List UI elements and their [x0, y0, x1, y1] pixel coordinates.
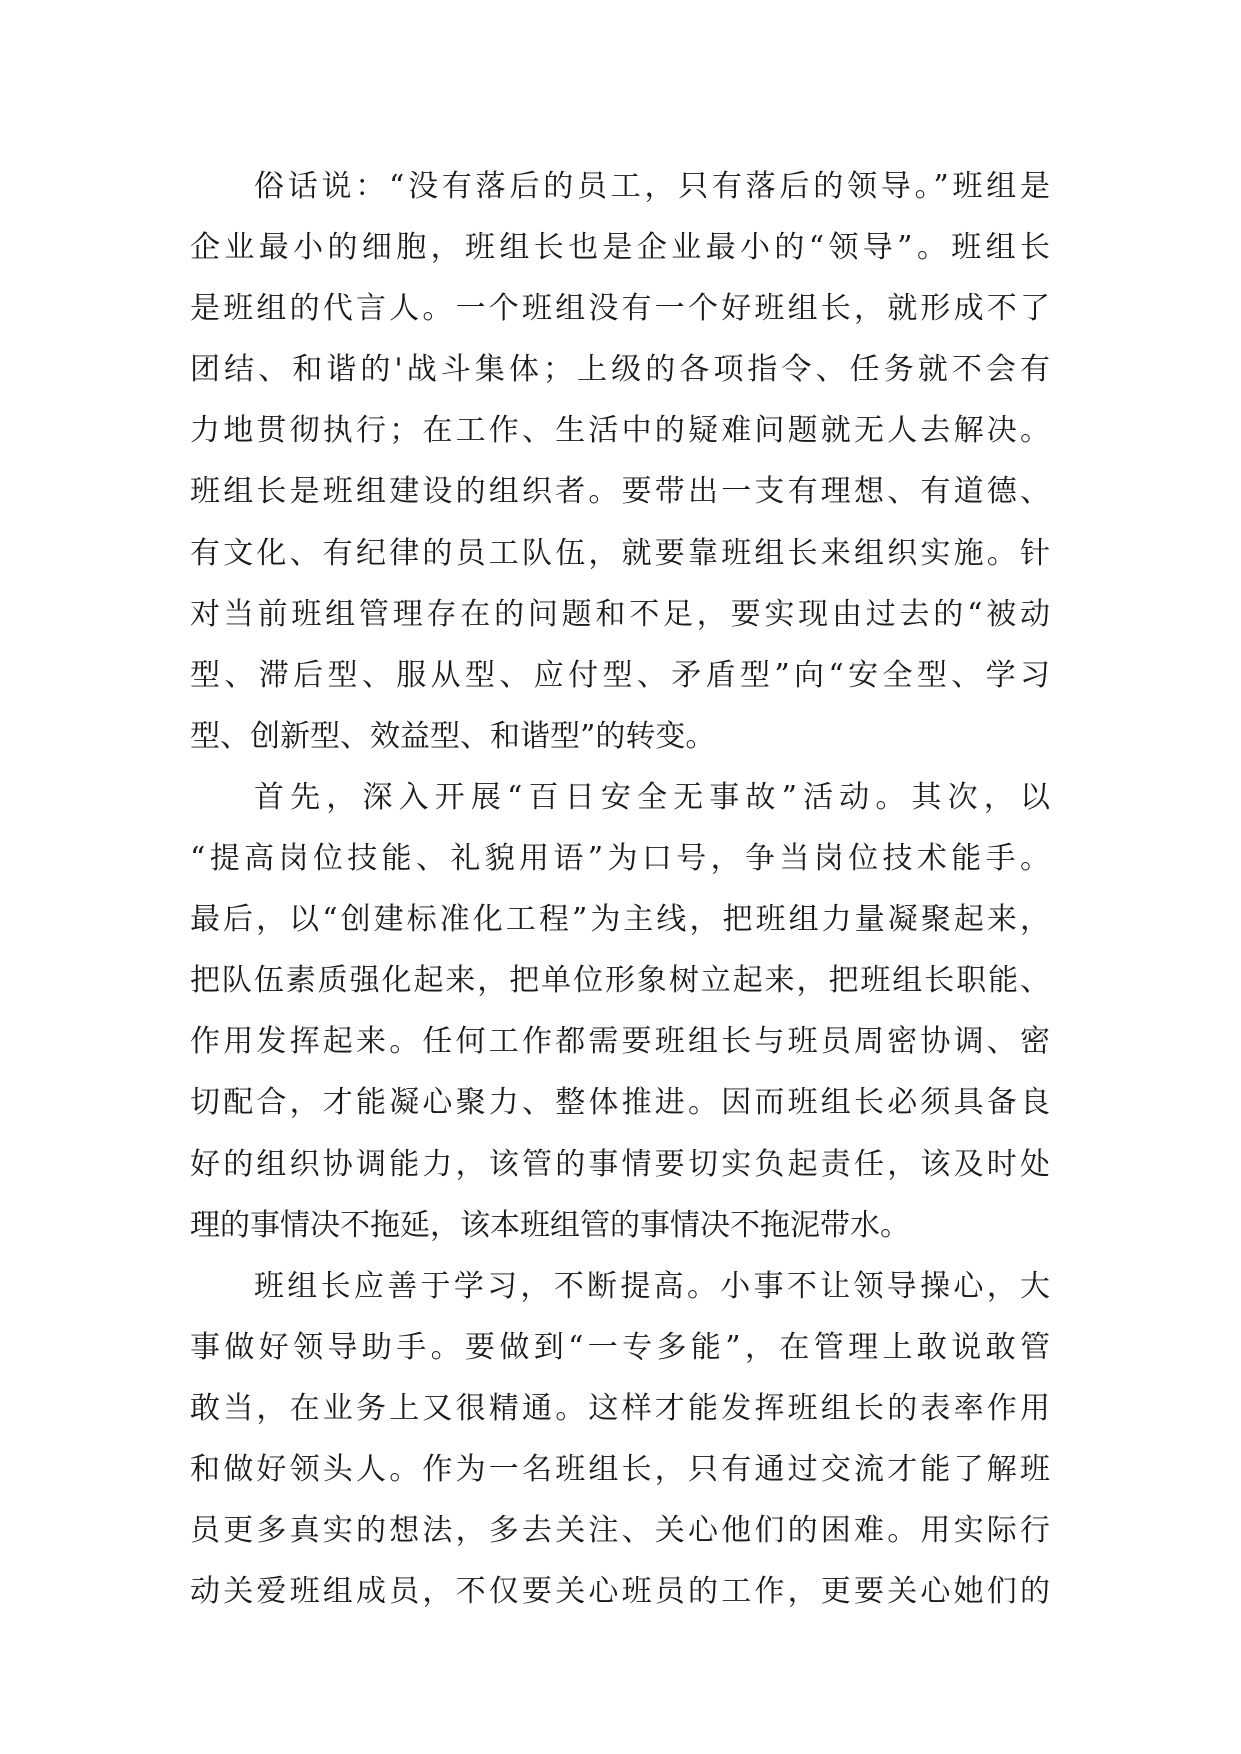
text-line: 班组长应善于学习，不断提高。小事不让领导操心，大	[254, 1268, 1050, 1304]
paragraph-1	[190, 156, 1050, 767]
paragraph-3	[190, 1256, 1050, 1623]
text-line: 是班组的代言人。一个班组没有一个好班组长，就形成不了	[190, 291, 1050, 327]
text-line: 好的组织协调能力，该管的事情要切实负起责任，该及时处	[190, 1146, 1050, 1182]
text-line: 和做好领头人。作为一名班组长，只有通过交流才能了解班	[190, 1451, 1050, 1487]
text-line: 对当前班组管理存在的问题和不足，要实现由过去的“被动	[190, 596, 1050, 632]
text-line: 班组长是班组建设的组织者。要带出一支有理想、有道德、	[190, 474, 1050, 510]
document-body	[190, 156, 1050, 1622]
text-line: 事做好领导助手。要做到“一专多能”，在管理上敢说敢管	[190, 1329, 1050, 1365]
text-line: 型、滞后型、服从型、应付型、矛盾型”向“安全型、学习	[190, 657, 1050, 693]
text-line: 切配合，才能凝心聚力、整体推进。因而班组长必须具备良	[190, 1085, 1050, 1121]
paragraph-2	[190, 767, 1050, 1256]
text-line: 动关爱班组成员，不仅要关心班员的工作，更要关心她们的	[190, 1574, 1050, 1610]
text-line: 最后，以“创建标准化工程”为主线，把班组力量凝聚起来，	[190, 902, 1050, 938]
text-line: 员更多真实的想法，多去关注、关心他们的困难。用实际行	[190, 1513, 1050, 1549]
text-line: 企业最小的细胞，班组长也是企业最小的“领导”。班组长	[190, 230, 1050, 266]
text-line: 团结、和谐的'战斗集体；上级的各项指令、任务就不会有	[190, 352, 1050, 388]
text-line: 力地贯彻执行；在工作、生活中的疑难问题就无人去解决。	[190, 413, 1050, 449]
text-line: 型、创新型、效益型、和谐型”的转变。	[190, 718, 716, 754]
text-line: 有文化、有纪律的员工队伍，就要靠班组长来组织实施。针	[190, 535, 1050, 571]
text-line: 作用发挥起来。任何工作都需要班组长与班员周密协调、密	[190, 1024, 1050, 1060]
text-line: 理的事情决不拖延，该本班组管的事情决不拖泥带水。	[190, 1207, 910, 1243]
text-line: 首先，深入开展“百日安全无事故”活动。其次，以	[254, 779, 1050, 815]
text-line: 俗话说：“没有落后的员工，只有落后的领导。”班组是	[254, 169, 1050, 204]
text-line: 把队伍素质强化起来，把单位形象树立起来，把班组长职能、	[190, 963, 1050, 999]
text-line: “提高岗位技能、礼貌用语”为口号，争当岗位技术能手。	[190, 841, 1050, 877]
text-line: 敢当，在业务上又很精通。这样才能发挥班组长的表率作用	[190, 1390, 1050, 1426]
